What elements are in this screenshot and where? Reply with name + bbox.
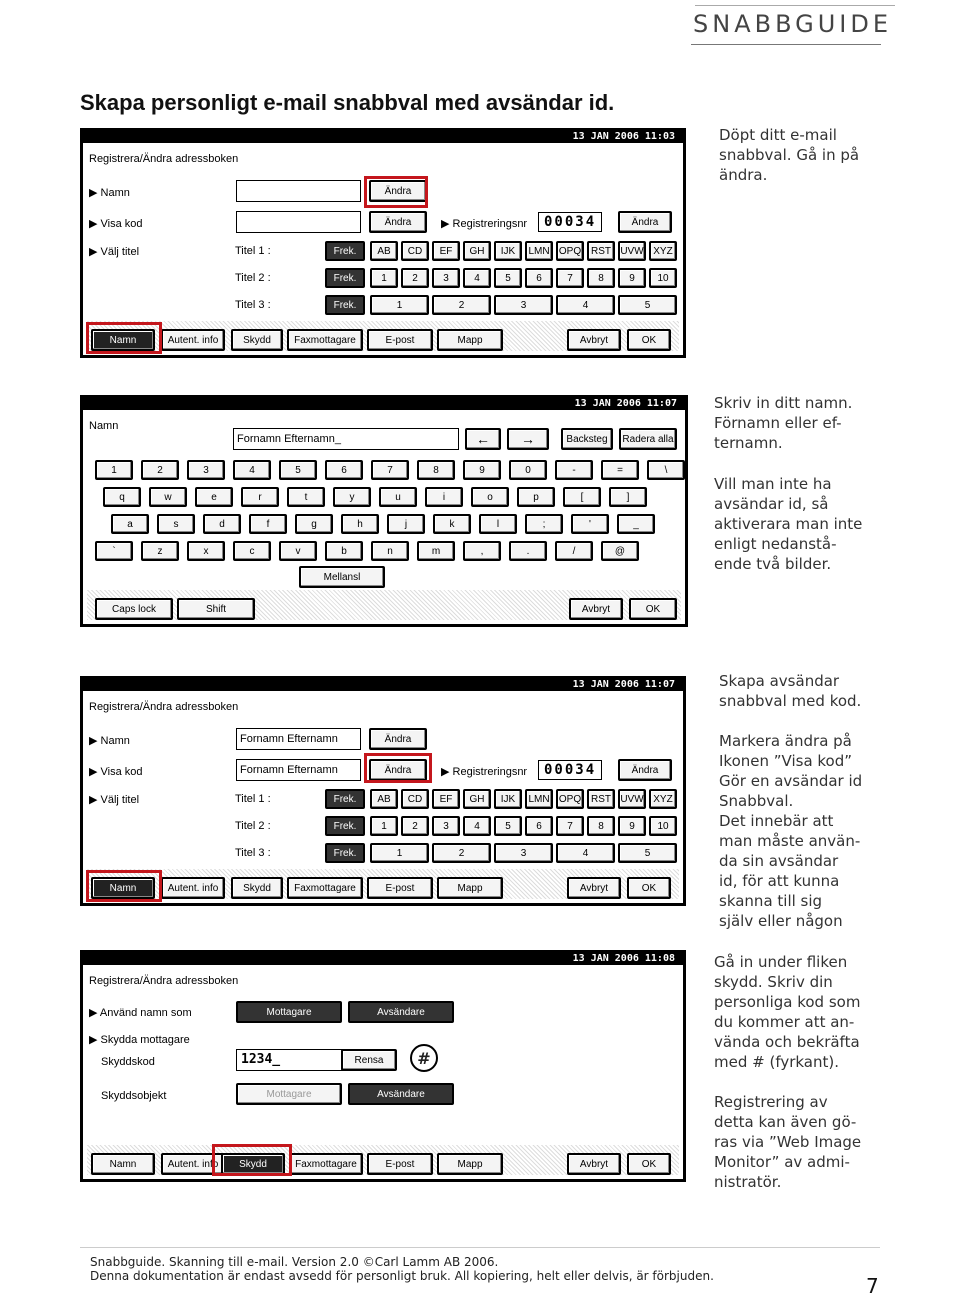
screenshot-skydd: [80, 950, 686, 1182]
mottagare-button[interactable]: Mottagare: [236, 1001, 342, 1023]
key[interactable]: c: [233, 541, 271, 561]
tab-epost[interactable]: E-post: [367, 877, 433, 899]
title-key[interactable]: OPQ: [556, 789, 584, 809]
tab-epost[interactable]: E-post: [367, 329, 433, 351]
protect-code-input[interactable]: 1234_: [236, 1049, 358, 1071]
rensa-button[interactable]: Rensa: [341, 1049, 397, 1071]
title-key[interactable]: 3: [494, 843, 553, 863]
andra-reg-button[interactable]: Ändra: [618, 211, 672, 233]
key[interactable]: ;: [525, 514, 563, 534]
tab-faxmottagare[interactable]: Faxmottagare: [287, 329, 363, 351]
tab-mapp[interactable]: Mapp: [437, 1153, 503, 1175]
key[interactable]: n: [371, 541, 409, 561]
title-key[interactable]: EF: [432, 241, 460, 261]
cancel-button[interactable]: Avbryt: [569, 598, 623, 620]
status-bar: 13 JAN 2006 11:07: [83, 679, 683, 691]
frek-button-1[interactable]: Frek.: [325, 789, 365, 809]
key[interactable]: 4: [233, 460, 271, 480]
key[interactable]: b: [325, 541, 363, 561]
key[interactable]: r: [241, 487, 279, 507]
title-key[interactable]: IJK: [494, 789, 522, 809]
key[interactable]: 7: [371, 460, 409, 480]
title-key[interactable]: 3: [494, 295, 553, 315]
title-key[interactable]: RST: [587, 789, 615, 809]
tab-skydd[interactable]: Skydd: [221, 1153, 285, 1175]
key[interactable]: 8: [417, 460, 455, 480]
key[interactable]: j: [387, 514, 425, 534]
title-key[interactable]: 6: [525, 268, 553, 288]
key[interactable]: o: [471, 487, 509, 507]
title-key[interactable]: RST: [587, 241, 615, 261]
title-key[interactable]: UVW: [618, 241, 646, 261]
reg-label: ▶ Registreringsnr: [441, 218, 528, 230]
screen-title: Registrera/Ändra adressboken: [89, 975, 239, 987]
key[interactable]: v: [279, 541, 317, 561]
screenshot-address-book-1: [80, 128, 686, 358]
key[interactable]: @: [601, 541, 639, 561]
title-key[interactable]: AB: [370, 789, 398, 809]
title-key[interactable]: XYZ: [649, 241, 677, 261]
reg-label: ▶ Registreringsnr: [441, 766, 528, 778]
key[interactable]: f: [249, 514, 287, 534]
andra-reg-button[interactable]: Ändra: [618, 759, 672, 781]
protect-object-label: Skyddsobjekt: [101, 1090, 167, 1102]
reg-number: 00034: [538, 212, 602, 232]
page-heading: Skapa personligt e-mail snabbval med avsändar id.: [80, 90, 615, 115]
ok-button[interactable]: OK: [627, 877, 671, 899]
key[interactable]: a: [111, 514, 149, 534]
note-2: Skriv in ditt namn. Förnamn eller ef- ternamn.: [714, 394, 853, 452]
note-5: Markera ändra på Ikonen ”Visa kod” Gör en avsändar id Snabbval. Det innebär att man måste använ- da sin avsändar id, för att kunna skanna till sig själv eller någon: [719, 732, 863, 930]
key[interactable]: [: [563, 487, 601, 507]
frek-button-3[interactable]: Frek.: [325, 295, 365, 315]
note-3: Vill man inte ha avsändar id, så aktiverara man inte enligt nedanstå- ende två bilder.: [714, 475, 863, 573]
backsteg-button[interactable]: Backsteg: [561, 428, 613, 450]
ok-button[interactable]: OK: [627, 1153, 671, 1175]
screen-title: Registrera/Ändra adressboken: [89, 701, 239, 713]
tab-namn[interactable]: Namn: [91, 1153, 155, 1175]
tab-skydd[interactable]: Skydd: [231, 329, 283, 351]
tab-skydd[interactable]: Skydd: [231, 877, 283, 899]
key[interactable]: .: [509, 541, 547, 561]
title-key[interactable]: 1: [370, 816, 398, 836]
key[interactable]: ': [571, 514, 609, 534]
title-key[interactable]: GH: [463, 789, 491, 809]
key[interactable]: t: [287, 487, 325, 507]
title-key[interactable]: EF: [432, 789, 460, 809]
tab-mapp[interactable]: Mapp: [437, 877, 503, 899]
tab-autent[interactable]: Autent. info: [161, 877, 225, 899]
footer-line-1: Snabbguide. Skanning till e-mail. Version 2.0 ©Carl Lamm AB 2006.: [90, 1255, 499, 1269]
key[interactable]: 3: [187, 460, 225, 480]
tab-autent[interactable]: Autent. info: [161, 329, 225, 351]
title-key[interactable]: 1: [370, 843, 429, 863]
protect-label: ▶ Skydda mottagare: [89, 1034, 190, 1046]
title-key[interactable]: GH: [463, 241, 491, 261]
tab-namn[interactable]: Namn: [91, 329, 155, 351]
space-key[interactable]: Mellansl: [299, 566, 385, 588]
title-key[interactable]: CD: [401, 789, 429, 809]
row-label-title: ▶ Välj titel: [89, 794, 140, 806]
key[interactable]: _: [617, 514, 655, 534]
ok-button[interactable]: OK: [627, 329, 671, 351]
title-key[interactable]: 8: [587, 268, 615, 288]
title-key[interactable]: 4: [463, 816, 491, 836]
field-label: Namn: [89, 420, 119, 432]
key[interactable]: 6: [325, 460, 363, 480]
title-key[interactable]: 6: [525, 816, 553, 836]
title-key[interactable]: 2: [432, 295, 491, 315]
title-key[interactable]: 7: [556, 268, 584, 288]
radera-alla-button[interactable]: Radera alla: [619, 428, 677, 450]
key[interactable]: u: [379, 487, 417, 507]
footer-rule: [80, 1247, 880, 1248]
use-name-label: ▶ Använd namn som: [89, 1007, 192, 1019]
key[interactable]: i: [425, 487, 463, 507]
tab-epost[interactable]: E-post: [367, 1153, 433, 1175]
title-key[interactable]: 5: [618, 295, 677, 315]
key[interactable]: =: [601, 460, 639, 480]
andra-code-button[interactable]: Ändra: [369, 759, 427, 781]
title-key[interactable]: LMN: [525, 789, 553, 809]
key[interactable]: 2: [141, 460, 179, 480]
title3-keys: [370, 295, 677, 315]
title-key[interactable]: 3: [432, 268, 460, 288]
screenshot-keyboard: [80, 395, 688, 627]
key[interactable]: 0: [509, 460, 547, 480]
row-label-name: ▶ Namn: [89, 187, 130, 199]
header-top-line: [695, 5, 895, 6]
title-key[interactable]: 5: [494, 816, 522, 836]
title-key[interactable]: LMN: [525, 241, 553, 261]
key[interactable]: x: [187, 541, 225, 561]
key[interactable]: d: [203, 514, 241, 534]
key[interactable]: ,: [463, 541, 501, 561]
note-7: Registrering av detta kan även gö- ras via ”Web Image Monitor” av admi- nistratör.: [714, 1093, 862, 1191]
key[interactable]: z: [141, 541, 179, 561]
title-key[interactable]: 10: [649, 816, 677, 836]
title-key[interactable]: 4: [556, 843, 615, 863]
title1-label: Titel 1 :: [235, 245, 271, 257]
tab-faxmottagare[interactable]: Faxmottagare: [287, 877, 363, 899]
avsandare-button[interactable]: Avsändare: [348, 1001, 454, 1023]
key-row-1: [95, 460, 685, 480]
andra-code-button[interactable]: Ändra: [369, 211, 427, 233]
title-key[interactable]: 2: [401, 268, 429, 288]
status-bar: 13 JAN 2006 11:03: [83, 131, 683, 143]
header-rule: [691, 44, 881, 45]
frek-button-2[interactable]: Frek.: [325, 268, 365, 288]
key[interactable]: k: [433, 514, 471, 534]
title-key[interactable]: 1: [370, 295, 429, 315]
title-key[interactable]: 5: [618, 843, 677, 863]
key[interactable]: p: [517, 487, 555, 507]
title2-keys: [370, 268, 677, 288]
title-key[interactable]: 9: [618, 816, 646, 836]
page-number: 7: [866, 1274, 879, 1298]
key[interactable]: \: [647, 460, 685, 480]
title-key[interactable]: 10: [649, 268, 677, 288]
key[interactable]: `: [95, 541, 133, 561]
key-row-2: [103, 487, 647, 507]
title-key[interactable]: UVW: [618, 789, 646, 809]
title-key[interactable]: XYZ: [649, 789, 677, 809]
code-field[interactable]: [236, 211, 361, 233]
protect-code-label: Skyddskod: [101, 1056, 155, 1068]
key[interactable]: 9: [463, 460, 501, 480]
title1-keys: [370, 789, 677, 809]
title-key[interactable]: OPQ: [556, 241, 584, 261]
tab-autent[interactable]: Autent. info: [161, 1153, 225, 1175]
cancel-button[interactable]: Avbryt: [567, 329, 621, 351]
title2-keys: [370, 816, 677, 836]
frek-button-2[interactable]: Frek.: [325, 816, 365, 836]
title-key[interactable]: 7: [556, 816, 584, 836]
key-row-3: [111, 514, 655, 534]
key[interactable]: -: [555, 460, 593, 480]
key[interactable]: ]: [609, 487, 647, 507]
row-label-name: ▶ Namn: [89, 735, 130, 747]
ok-button[interactable]: OK: [629, 598, 677, 620]
key[interactable]: s: [157, 514, 195, 534]
title-key[interactable]: IJK: [494, 241, 522, 261]
title-key[interactable]: 5: [494, 268, 522, 288]
frek-button-1[interactable]: Frek.: [325, 241, 365, 261]
key[interactable]: 1: [95, 460, 133, 480]
note-4: Skapa avsändar snabbval med kod.: [719, 672, 862, 710]
key[interactable]: y: [333, 487, 371, 507]
title3-label: Titel 3 :: [235, 847, 271, 859]
name-field[interactable]: [236, 180, 361, 202]
tab-mapp[interactable]: Mapp: [437, 329, 503, 351]
cancel-button[interactable]: Avbryt: [567, 877, 621, 899]
cancel-button[interactable]: Avbryt: [567, 1153, 621, 1175]
frek-button-3[interactable]: Frek.: [325, 843, 365, 863]
row-label-code: ▶ Visa kod: [89, 766, 143, 778]
key[interactable]: l: [479, 514, 517, 534]
row-label-title: ▶ Välj titel: [89, 246, 140, 258]
title3-keys: [370, 843, 677, 863]
status-bar: 13 JAN 2006 11:07: [83, 398, 685, 410]
note-6: Gå in under fliken skydd. Skriv din personliga kod som du kommer att an- vända och bekräfta med # (fyrkant).: [714, 953, 861, 1071]
title-key[interactable]: AB: [370, 241, 398, 261]
screen-title: Registrera/Ändra adressboken: [89, 153, 239, 165]
key[interactable]: w: [149, 487, 187, 507]
title3-label: Titel 3 :: [235, 299, 271, 311]
hash-icon[interactable]: #: [410, 1044, 438, 1072]
tab-faxmottagare[interactable]: Faxmottagare: [289, 1153, 363, 1175]
code-field[interactable]: Fornamn Efternamn: [236, 759, 361, 781]
tab-namn[interactable]: Namn: [91, 877, 155, 899]
shift-button[interactable]: Shift: [177, 598, 255, 620]
status-bar: 13 JAN 2006 11:08: [83, 953, 683, 965]
title1-label: Titel 1 :: [235, 793, 271, 805]
title-key[interactable]: 1: [370, 268, 398, 288]
title-key[interactable]: 3: [432, 816, 460, 836]
row-label-code: ▶ Visa kod: [89, 218, 143, 230]
title1-keys: [370, 241, 677, 261]
screenshot-address-book-2: [80, 676, 686, 906]
title-key[interactable]: 4: [556, 295, 615, 315]
name-input[interactable]: Fornamn Efternamn_: [233, 428, 459, 450]
header-title: SNABBGUIDE: [693, 10, 892, 38]
key[interactable]: /: [555, 541, 593, 561]
andra-name-button[interactable]: Ändra: [369, 728, 427, 750]
title-key[interactable]: 4: [463, 268, 491, 288]
key[interactable]: q: [103, 487, 141, 507]
key[interactable]: h: [341, 514, 379, 534]
title-key[interactable]: 2: [401, 816, 429, 836]
title-key[interactable]: 9: [618, 268, 646, 288]
mottagare-disabled: Mottagare: [236, 1083, 342, 1105]
name-field[interactable]: Fornamn Efternamn: [236, 728, 361, 750]
title2-label: Titel 2 :: [235, 272, 271, 284]
arrow-right-icon[interactable]: →: [507, 428, 549, 450]
avsandare-selected[interactable]: Avsändare: [348, 1083, 454, 1105]
footer-line-2: Denna dokumentation är endast avsedd för personligt bruk. All kopiering, helt eller delvis, är förbjuden.: [90, 1269, 714, 1283]
andra-name-button[interactable]: Ändra: [369, 180, 427, 202]
key[interactable]: m: [417, 541, 455, 561]
note-1: Döpt ditt e-mail snabbval. Gå in på ändra.: [719, 126, 860, 184]
title-key[interactable]: 8: [587, 816, 615, 836]
title-key[interactable]: CD: [401, 241, 429, 261]
title-key[interactable]: 2: [432, 843, 491, 863]
arrow-left-icon[interactable]: ←: [465, 428, 501, 450]
caps-lock-button[interactable]: Caps lock: [95, 598, 173, 620]
key[interactable]: e: [195, 487, 233, 507]
key[interactable]: g: [295, 514, 333, 534]
reg-number: 00034: [538, 760, 602, 780]
key[interactable]: 5: [279, 460, 317, 480]
key-row-4: [95, 541, 639, 561]
title2-label: Titel 2 :: [235, 820, 271, 832]
